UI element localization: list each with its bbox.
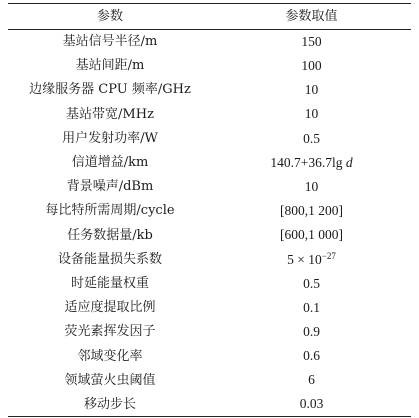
row-value: 6 — [308, 372, 315, 388]
row-value-formula — [212, 150, 411, 174]
row-name: 每比特所需周期/cycle — [45, 203, 175, 219]
row-name: 任务数据量/kb — [67, 227, 153, 243]
row-name: 领域萤火虫阈值 — [64, 372, 156, 388]
table-row — [8, 175, 411, 199]
row-value-scientific — [212, 247, 411, 271]
formula-variable: d — [345, 154, 353, 170]
table-row — [8, 78, 411, 102]
sci-base: 5 × 10 — [287, 251, 322, 267]
row-name: 移动步长 — [83, 396, 136, 412]
row-value: [600,1 000] — [280, 227, 343, 243]
header-value: 参数取值 — [285, 9, 338, 24]
table-row — [8, 271, 411, 295]
row-value: 0.5 — [303, 275, 320, 291]
table-row — [8, 320, 411, 344]
table-row — [8, 150, 411, 174]
header-param: 参数 — [96, 9, 123, 24]
row-value: 100 — [301, 58, 322, 74]
row-name: 荧光素挥发因子 — [64, 324, 156, 340]
row-name: 基站信号半径/m — [62, 34, 158, 50]
row-value: [800,1 200] — [280, 203, 343, 219]
row-value: 0.1 — [303, 299, 320, 315]
table-row — [8, 102, 411, 126]
table-row — [8, 296, 411, 320]
row-name: 时延能量权重 — [70, 275, 149, 291]
row-name: 适应度提取比例 — [64, 300, 156, 316]
parameter-table-container — [8, 3, 411, 417]
row-value: 0.6 — [303, 348, 320, 364]
parameter-table — [8, 3, 411, 417]
table-row — [8, 54, 411, 78]
row-value: 0.03 — [299, 396, 324, 412]
table-header-row — [8, 4, 411, 30]
row-value: 10 — [304, 82, 319, 98]
formula-prefix: 140.7+36.7lg — [270, 154, 346, 170]
row-name: 信道增益/km — [71, 155, 149, 171]
table-row — [8, 344, 411, 368]
row-value: 10 — [304, 178, 319, 194]
row-name: 边缘服务器 CPU 频率/GHz — [29, 82, 191, 98]
table-row — [8, 223, 411, 247]
row-name: 邻域变化率 — [77, 348, 143, 364]
row-value: 150 — [301, 34, 322, 50]
row-name: 设备能量损失系数 — [57, 251, 162, 267]
table-row — [8, 247, 411, 271]
row-name: 背景噪声/dBm — [66, 179, 154, 195]
row-name: 用户发射功率/W — [62, 130, 158, 146]
row-value: 0.9 — [303, 324, 320, 340]
table-row — [8, 126, 411, 150]
row-value: 0.5 — [303, 130, 320, 146]
row-value: 10 — [304, 106, 319, 122]
row-name: 基站带宽/MHz — [66, 106, 154, 122]
table-row — [8, 368, 411, 392]
row-name: 基站间距/m — [75, 58, 145, 74]
sci-exponent: −27 — [321, 250, 336, 261]
table-row — [8, 199, 411, 223]
table-row — [8, 30, 411, 54]
table-row — [8, 392, 411, 416]
